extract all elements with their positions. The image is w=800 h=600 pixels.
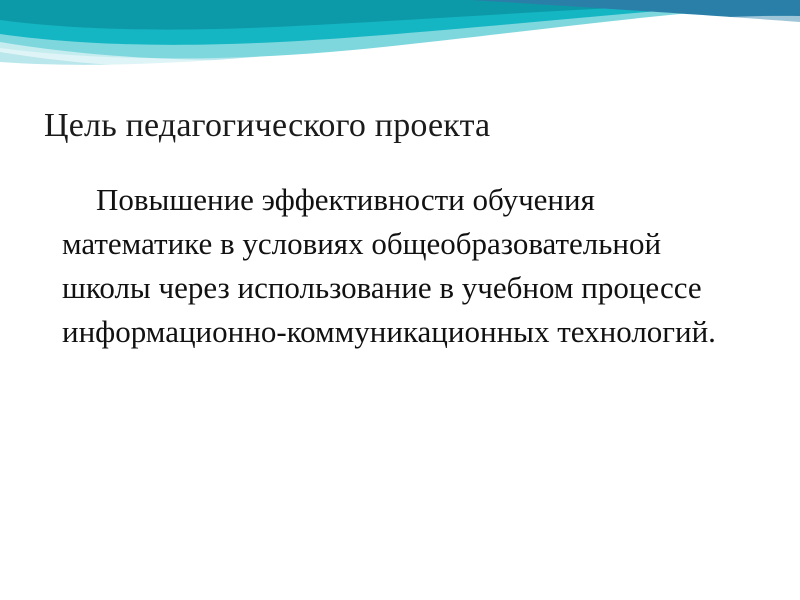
page-title: Цель педагогического проекта bbox=[44, 107, 491, 144]
slide-body-text: Повышение эффективности обучения математике в условиях общеобразовательной школы через использование в учебном процессе информационно-коммуникационных технологий. bbox=[62, 182, 716, 349]
